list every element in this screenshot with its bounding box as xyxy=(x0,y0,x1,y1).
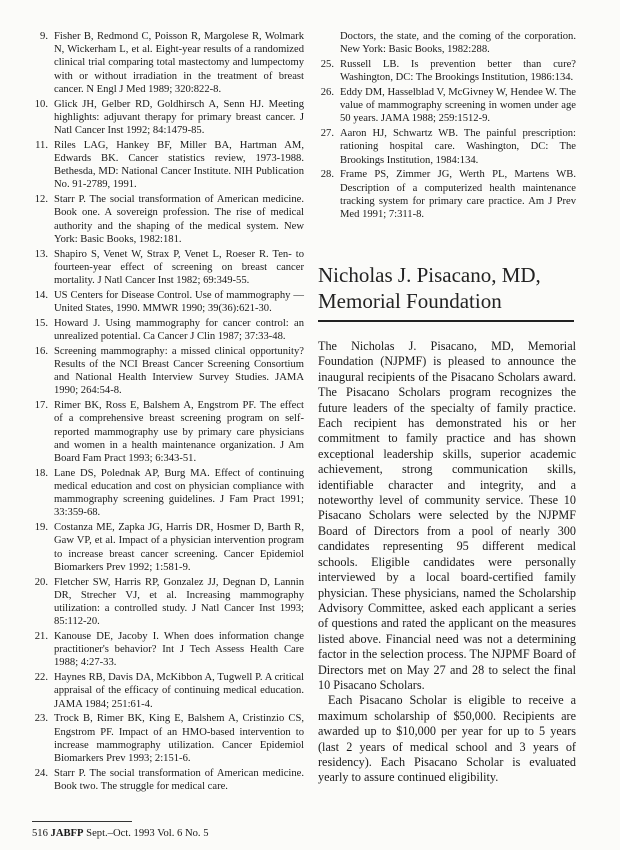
reference-text: Howard J. Using mammography for cancer control: an unrealized potential. Ca Cancer J Clin 1987; 37:33-48. xyxy=(54,317,304,343)
reference-number: 22. xyxy=(34,672,48,684)
reference-item xyxy=(32,576,304,629)
reference-number: 17. xyxy=(34,400,48,412)
article-body xyxy=(318,339,576,786)
reference-text: Rimer BK, Ross E, Balshem A, Engstrom PF. The effect of a comprehensive breast screening program on self-reported mammography use by primary care physicians and women in a health maintenance organization. J Am Board Fam Pract 1993; 6:343-51. xyxy=(54,400,304,465)
reference-item xyxy=(32,289,304,315)
issue-info: Sept.–Oct. 1993 Vol. 6 No. 5 xyxy=(86,828,209,839)
reference-item xyxy=(32,671,304,711)
reference-text: Trock B, Rimer BK, King E, Balshem A, Cristinzio CS, Engstrom PF. Impact of an HMO-based intervention to increase mammography utilization. Cancer Epidemiol Biomarkers Prev 1993; 2:151-6. xyxy=(54,713,304,765)
reference-text: Screening mammography: a missed clinical opportunity? Results of the NCI Breast Cancer Screening Consortium and National Health Interview Survey Studies. JAMA 1990; 264:54-8. xyxy=(54,345,304,397)
reference-text: Glick JH, Gelber RD, Goldhirsch A, Senn HJ. Meeting highlights: adjuvant therapy for primary breast cancer. J Natl Cancer Inst 1992; 84:1479-85. xyxy=(54,98,304,137)
heading-line-1: Nicholas J. Pisacano, MD, xyxy=(318,263,541,287)
reference-number: 14. xyxy=(34,289,48,301)
reference-number: 26. xyxy=(320,87,334,98)
reference-text: Starr P. The social transformation of American medicine. Book one. A sovereign profession. The rise of medical authority and the shaping of the medical system. New York: Basic Books, 1982:181. xyxy=(54,194,304,245)
reference-number: 19. xyxy=(34,522,48,534)
reference-number: 18. xyxy=(34,467,48,479)
reference-text: Eddy DM, Hasselblad V, McGivney W, Hendee W. The value of mammography screening in women under age 50 years. JAMA 1988; 259:1512-9. xyxy=(340,87,576,125)
reference-item xyxy=(32,767,304,793)
reference-number: 24. xyxy=(34,767,48,779)
page-footer xyxy=(32,828,209,839)
reference-text: Aaron HJ, Schwartz WB. The painful prescription: rationing hospital care. Washington, DC: The Brookings Institution, 1984:134. xyxy=(340,128,576,166)
reference-item xyxy=(32,139,304,192)
reference-item xyxy=(32,521,304,574)
reference-text: Costanza ME, Zapka JG, Harris DR, Hosmer D, Barth R, Gaw VP, et al. Impact of a physician intervention program to increase breast cancer screening. Cancer Epidemiol Biomarkers Prev 1992; 1:581-9. xyxy=(54,522,304,573)
reference-item xyxy=(32,98,304,138)
reference-text: Shapiro S, Venet W, Strax P, Venet L, Roeser R. Ten- to fourteen-year effect of screening on breast cancer mortality. J Natl Cancer Inst 1982; 69:349-55. xyxy=(54,248,304,287)
body-paragraph-1: The Nicholas J. Pisacano, MD, Memorial Foundation (NJPMF) is pleased to announce the inaugural recipients of the Pisacano Scholars award. The Pisacano Scholars program recognizes the future leaders of the specialty of family practice. Each recipient has demonstrated his or her commitment to family practice and has shown exceptional leadership skills, superior academic achievement, strong communication skills, identifiable character and integrity, and a noteworthy level of community service. These 10 Pisacano Scholars were selected by the NJPMF Board of Directors from a pool of nearly 300 candidates representing 95 different medical schools. Eligible candidates were personally interviewed by a local board-certified family physician. These physicians, named the Scholarship Advisory Committee, asked each applicant a series of questions and rated the applicant on the measures listed above. Financial need was not a determining factor in the selection process. The NJPMF Board of Directors met on May 27 and 28 to select the final 10 Pisacano Scholars. xyxy=(318,339,576,692)
reference-text: Fisher B, Redmond C, Poisson R, Margolese R, Wolmark N, Wickerham L, et al. Eight-year results of a randomized clinical trial comparing total mastectomy and lumpectomy with or without irradiation in the treatment of breast cancer. N Engl J Med 1989; 320:822-8. xyxy=(54,31,304,95)
reference-number: 16. xyxy=(34,345,48,357)
reference-number: 21. xyxy=(34,631,48,643)
reference-text: Kanouse DE, Jacoby I. When does information change practitioner's behavior? Int J Tech Assess Health Care 1988; 4:27-33. xyxy=(54,631,304,669)
reference-item xyxy=(32,630,304,670)
page-number: 516 xyxy=(32,828,48,839)
reference-item xyxy=(32,467,304,520)
reference-text: US Centers for Disease Control. Use of mammography — United States, 1990. MMWR 1990; 39(36):621-30. xyxy=(54,289,304,315)
reference-item xyxy=(32,193,304,246)
footer-rule xyxy=(32,821,132,822)
reference-text: Starr P. The social transformation of American medicine. Book two. The struggle for medical care. xyxy=(54,767,304,793)
reference-number: 15. xyxy=(34,317,48,329)
reference-text: Haynes RB, Davis DA, McKibbon A, Tugwell P. A critical appraisal of the efficacy of continuing medical education. JAMA 1984; 251:61-4. xyxy=(54,672,304,710)
reference-item xyxy=(32,248,304,288)
reference-number: 10. xyxy=(34,98,48,110)
reference-number: 11. xyxy=(35,139,48,151)
reference-number: 23. xyxy=(34,713,48,725)
reference-item xyxy=(318,168,576,221)
body-paragraph-2: Each Pisacano Scholar is eligible to receive a maximum scholarship of $50,000. Recipients are awarded up to $10,000 per year for up to 5 years (last 2 years of medical school and 3 years of residency). Each Pisacano Scholar is evaluated yearly to assure continued eligibility. xyxy=(318,693,576,785)
reference-number: 12. xyxy=(34,194,48,206)
reference-number: 27. xyxy=(320,128,334,140)
reference-list-left xyxy=(32,30,304,795)
reference-number: 20. xyxy=(34,576,48,588)
reference-text: Frame PS, Zimmer JG, Werth PL, Martens WB. Description of a computerized health maintenance tracking system for primary care practice. Am J Prev Med 1991; 7:311-8. xyxy=(340,169,576,221)
reference-number: 25. xyxy=(320,59,334,70)
reference-text: Doctors, the state, and the coming of the corporation. New York: Basic Books, 1982:288. xyxy=(340,31,576,56)
reference-item xyxy=(32,317,304,343)
heading-line-2: Memorial Foundation xyxy=(318,289,502,313)
reference-item xyxy=(318,58,576,84)
reference-list-right xyxy=(318,30,576,223)
reference-continuation xyxy=(318,30,576,56)
heading-rule xyxy=(318,320,574,322)
reference-text: Fletcher SW, Harris RP, Gonzalez JJ, Degnan D, Lannin DR, Strecher VJ, et al. Increasing mammography utilization: a controlled study. J Natl Cancer Inst 1993; 85:112-20. xyxy=(54,576,304,628)
reference-text: Lane DS, Polednak AP, Burg MA. Effect of continuing medical education and cost on physician compliance with mammography screening guidelines. J Fam Pract 1991; 33:359-68. xyxy=(54,467,304,519)
reference-number: 28. xyxy=(320,169,334,181)
reference-item xyxy=(32,399,304,465)
reference-number: 13. xyxy=(34,248,48,260)
reference-item xyxy=(318,127,576,167)
reference-number: 9. xyxy=(40,31,48,42)
journal-abbrev: JABFP xyxy=(50,828,84,839)
reference-text: Russell LB. Is prevention better than cure? Washington, DC: The Brookings Institution, 1986:134. xyxy=(340,59,576,84)
reference-item xyxy=(32,712,304,765)
reference-text: Riles LAG, Hankey BF, Miller BA, Hartman AM, Edwards BK. Cancer statistics review, 1973-1988. Bethesda, MD: National Cancer Institute. NIH Publication No. 91-2789, 1991. xyxy=(54,139,304,191)
reference-item xyxy=(32,345,304,398)
section-heading xyxy=(318,262,578,314)
reference-item xyxy=(318,86,576,126)
reference-item xyxy=(32,30,304,96)
